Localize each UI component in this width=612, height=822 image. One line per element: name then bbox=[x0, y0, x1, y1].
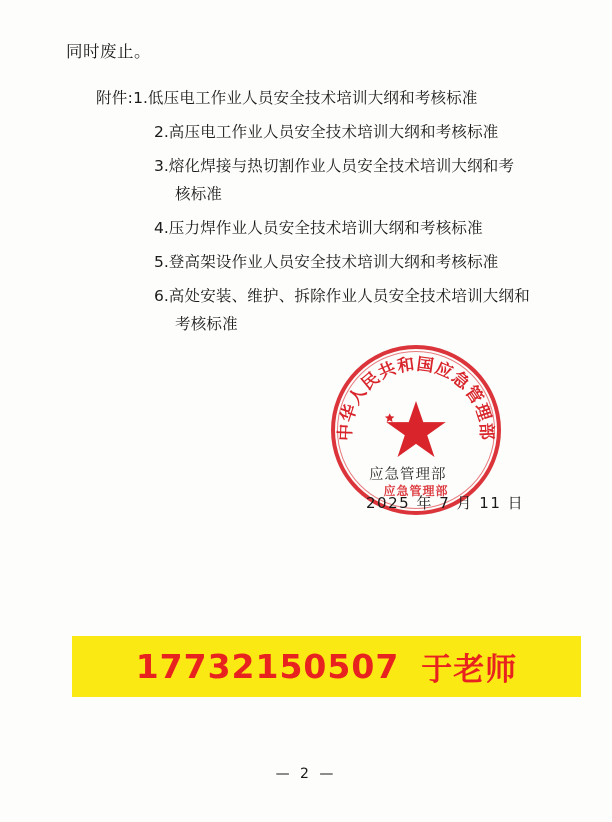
lead-paragraph: 同时废止。 bbox=[66, 42, 151, 61]
attachment-text: 压力焊作业人员安全技术培训大纲和考核标准 bbox=[168, 219, 483, 237]
list-item bbox=[96, 250, 566, 275]
attachment-text: 低压电工作业人员安全技术培训大纲和考核标准 bbox=[147, 89, 478, 107]
attachment-number: 5. bbox=[154, 253, 169, 271]
contact-person-name: 于老师 bbox=[421, 652, 518, 688]
seal-arc-label: 中华人民共和国应急管理部 bbox=[335, 354, 497, 442]
attachment-text: 熔化焊接与热切割作业人员安全技术培训大纲和考 bbox=[168, 157, 515, 175]
list-item bbox=[96, 284, 566, 309]
official-seal-stamp bbox=[331, 345, 501, 515]
list-item bbox=[96, 120, 566, 145]
highlight-banner bbox=[72, 636, 581, 697]
list-item-continuation bbox=[96, 312, 566, 337]
attachment-number: 4. bbox=[154, 219, 169, 237]
national-emblem-star-icon bbox=[383, 397, 449, 463]
list-item bbox=[96, 154, 566, 179]
banner-content bbox=[72, 636, 581, 697]
attachment-text: 高处安装、维护、拆除作业人员安全技术培训大纲和 bbox=[168, 287, 530, 305]
page-number: — 2 — bbox=[275, 766, 337, 782]
issue-date: 2025 年 7 月 11 日 bbox=[366, 494, 525, 512]
list-item bbox=[96, 216, 566, 241]
contact-phone-number: 17732150507 bbox=[135, 647, 400, 686]
attachment-number: 2. bbox=[154, 123, 169, 141]
issuing-authority: 应急管理部 bbox=[369, 467, 447, 483]
attachment-number: 3. bbox=[154, 157, 169, 175]
attachment-number: 6. bbox=[154, 287, 169, 305]
list-item bbox=[96, 86, 566, 111]
attachment-list bbox=[96, 86, 566, 346]
attachment-text: 登高架设作业人员安全技术培训大纲和考核标准 bbox=[168, 253, 499, 271]
attachments-label: 附件: bbox=[96, 89, 134, 107]
attachment-number: 1. bbox=[133, 89, 148, 107]
attachment-text-continued: 核标准 bbox=[175, 185, 223, 203]
attachment-text-continued: 考核标准 bbox=[175, 315, 238, 333]
seal-bottom-label: 应急管理部 bbox=[383, 484, 449, 498]
list-item-continuation bbox=[96, 182, 566, 207]
attachment-text: 高压电工作业人员安全技术培训大纲和考核标准 bbox=[168, 123, 499, 141]
